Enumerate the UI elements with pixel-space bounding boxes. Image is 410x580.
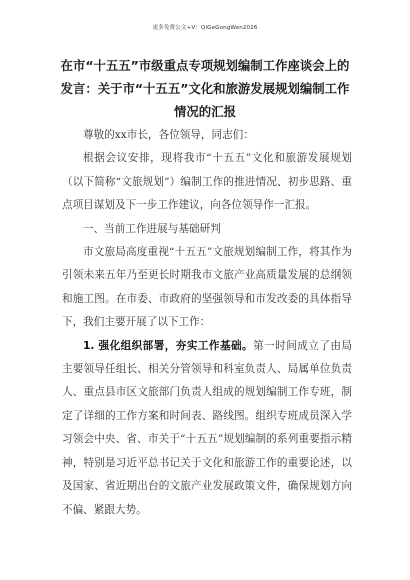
document-title: 在市“十五五”市级重点专项规划编制工作座谈会上的发言：关于市“十五五”文化和旅游发展规划编制工作情况的汇报	[60, 58, 350, 119]
list-item	[62, 335, 352, 522]
section-paragraph: 市文旅局高度重视“十五五”文旅规划编制工作，将其作为引领未来五年乃至更长时期我市文旅产业高质量发展的总纲领和施工图。在市委、市政府的坚强领导和市发改委的具体指导下，我们主要开展了以下工作：	[62, 246, 352, 329]
header-watermark: 更多免费公文+V：QiGeGongWen2026	[152, 25, 258, 31]
list-item-lead: 1. 强化组织部署，夯实工作基础。	[83, 339, 254, 352]
list-item-text: 第一时间成立了由局主要领导任组长、相关分管领导和科室负责人、局属单位负责人、重点县市区文旅部门负责人组成的规划编制工作专班，制定了详细的工作方案和时间表、路线图。组织专班成员深入学习领会中央、省、市关于“十五五”规划编制的系列重要指示精神，特别是习近平总书记关于文化和旅游工作的重要论述，以及国家、省近期出台的文旅产业发展政策文件，确保规划方向不偏、紧跟大势。	[62, 339, 353, 516]
document-body	[62, 124, 352, 522]
section-heading: 一、当前工作进展与基础研判	[83, 222, 221, 235]
intro-paragraph: 根据会议安排，现将我市“十五五”文化和旅游发展规划（以下简称“文旅规划”）编制工作的推进情况、初步思路、重点项目谋划及下一步工作建议，向各位领导作一汇报。	[62, 152, 352, 212]
salutation: 尊敬的xx市长，各位领导，同志们：	[83, 129, 254, 141]
